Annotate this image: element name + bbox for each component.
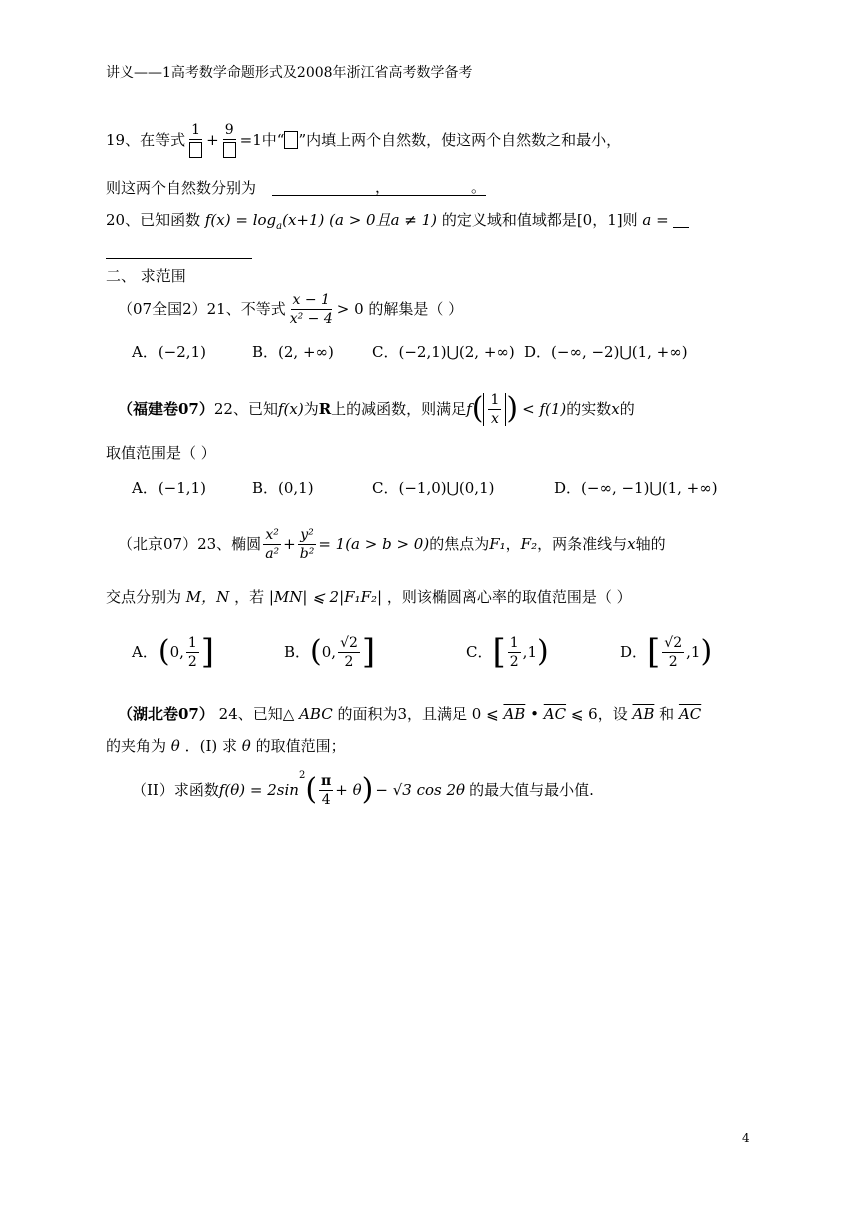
q23-option-a-label: A．: [132, 642, 158, 661]
q24-pi: π: [321, 772, 332, 789]
q22-text-d: 的实数: [566, 399, 612, 418]
q22-abs: [483, 393, 506, 426]
q23-c-frac: [508, 636, 521, 669]
q24-and: 和: [659, 705, 675, 723]
q22-option-a: A．(−1,1): [132, 479, 206, 497]
q23-a2: a²: [265, 545, 280, 562]
q19-answer-blank-1: [272, 180, 390, 196]
q23-d-lbrack: [: [647, 632, 661, 672]
q24-line2a: 的夹角为: [106, 737, 167, 755]
q23-a-rbrack: ]: [200, 632, 215, 672]
q23-frac-y: [298, 528, 317, 561]
q19-fraction-2: [221, 123, 238, 158]
q22-text-e: 的: [619, 399, 635, 418]
q19-answer-blank-2: [390, 180, 486, 196]
q23-y2: y²: [300, 526, 314, 543]
q24-text-a: 24、已知△: [218, 705, 295, 723]
q24-vector-AB: $\overline{AB}$: [503, 705, 526, 723]
q22-option-b: B．(0,1): [252, 479, 314, 497]
q24-rparen: ): [361, 772, 374, 807]
q21-num: x − 1: [292, 291, 330, 308]
q22-text-c: 上的减函数，则满足: [331, 399, 467, 418]
q22-fraction: [488, 393, 501, 426]
q21-fraction: [288, 293, 335, 326]
q22-option-c: C．(−1,0)⋃(0,1): [372, 479, 495, 497]
q24-line2b: ．(I) 求: [184, 737, 238, 755]
q20-sub: a: [276, 221, 283, 232]
q21-rest: > 0 的解集是（ ）: [336, 299, 464, 318]
q19-line2: 则这两个自然数分别为: [106, 179, 257, 197]
q24-source: （湖北卷07）: [118, 705, 214, 723]
q24-lparen: (: [305, 772, 318, 807]
q24-vector-AC: $\overline{AC}$: [543, 705, 567, 723]
q19-blank-box-1: [189, 142, 202, 158]
q21-option-a: A．(−2,1): [132, 343, 206, 361]
q23-c-one: ,1: [522, 642, 537, 661]
q23-plus: +: [283, 534, 296, 553]
question-22-line1: [118, 388, 635, 430]
q23-ineq: |MN| ⩽ 2|F₁F₂|: [268, 588, 383, 606]
q19-frac1-num: 1: [191, 121, 201, 138]
q24-ineq-b: ⩽ 6，设: [570, 705, 628, 723]
q23-b-frac: [338, 636, 360, 669]
q21-option-d: D．(−∞, −2)⋃(1, +∞): [524, 343, 688, 361]
question-21: [118, 289, 463, 329]
q19-blank-box-2: [223, 142, 236, 158]
q23-option-a: [132, 628, 214, 676]
section-2-heading: 二、 求范围: [106, 267, 186, 285]
q21-den: x² − 4: [289, 310, 333, 327]
q23-a-num: 1: [187, 634, 197, 651]
q24-part2a: （II）求函数: [132, 780, 219, 799]
q24-ineq-a: 0 ⩽: [471, 705, 504, 723]
question-24-line1: [118, 707, 701, 722]
q20-text-b: 的定义域和值域都是[0，1]则: [441, 211, 638, 229]
q23-line2a: 交点分别为: [106, 588, 182, 606]
question-24-part2: （II）求函数 f(θ) = 2sin 2 ( $\frac{\pi}{4}$ + θ ) − √3 cos 2θ 的最大值与最小值.: [132, 770, 594, 808]
q23-cond: = 1(a > b > 0): [318, 534, 430, 553]
q24-four: 4: [321, 791, 331, 808]
q23-option-d: [620, 628, 712, 676]
q20-a-eq: a =: [642, 211, 669, 229]
q23-d-frac: [662, 636, 684, 669]
q23-d-one: ,1: [686, 642, 701, 661]
q23-line2b: ，若: [234, 588, 265, 606]
q23-b-rbrack: ]: [361, 632, 376, 672]
q21-option-c: C．(−2,1)⋃(2, +∞): [372, 343, 515, 361]
q23-a-lparen: (: [157, 634, 170, 669]
q24-plus-theta: + θ: [335, 780, 362, 799]
q23-c-lbrack: [: [492, 632, 506, 672]
q21-option-b: B．(2, +∞): [252, 343, 334, 361]
q22-lparen: (: [471, 391, 484, 426]
q23-d-rparen: ): [700, 634, 713, 669]
q22-f1: f(x): [277, 399, 304, 418]
q24-text-b: 的面积为3，且满足: [337, 705, 468, 723]
q19-prefix: 19、在等式: [106, 130, 186, 149]
q23-MN: M，N: [185, 588, 230, 606]
q23-option-c-label: C．: [466, 642, 493, 661]
question-19-line1: [106, 118, 621, 162]
q23-line2c: ，则该椭圆离心率的取值范围是（ ）: [386, 588, 632, 606]
q23-b-zero: 0,: [321, 642, 337, 661]
q23-option-c: [466, 628, 549, 676]
q22-den: x: [490, 410, 499, 427]
q19-frac2-num: 9: [224, 121, 234, 138]
q23-c-den: 2: [509, 653, 519, 670]
page-header: 讲义——1高考数学命题形式及2008年浙江省高考数学备考: [106, 65, 473, 81]
q23-text-c: 轴的: [635, 534, 666, 553]
q22-option-d: D．(−∞, −1)⋃(1, +∞): [554, 479, 718, 497]
q22-lt: < f(1): [522, 399, 567, 418]
q24-vector-AB-2: $\overline{AB}$: [632, 705, 655, 723]
q23-b-lparen: (: [310, 634, 322, 669]
q22-f2: f: [466, 399, 472, 418]
q20-answer-blank: [106, 242, 252, 259]
q24-func: f(θ) = 2sin: [218, 780, 299, 799]
q19-eq: =1: [239, 130, 262, 149]
q19-fraction-1: [187, 123, 204, 158]
q24-theta: θ: [170, 737, 180, 755]
q22-source: （福建卷07）: [118, 399, 214, 418]
q19-mid2: ”内填上两个自然数，使这两个自然数之和最小，: [298, 130, 622, 149]
q23-a-zero: 0,: [169, 642, 184, 661]
q23-source: （北京07）23、椭圆: [118, 534, 262, 553]
q19-box-symbol: [284, 131, 298, 149]
q20-answer-blank-tail: [673, 212, 689, 228]
q24-dot: •: [530, 705, 539, 723]
q23-sep: ，: [505, 534, 521, 553]
q23-b-den: 2: [344, 653, 354, 670]
q22-text-a: 22、已知: [213, 399, 278, 418]
q20-func: f(x) = log: [204, 211, 277, 229]
q23-x2: x²: [265, 526, 279, 543]
q21-source: （07全国2）21、不等式: [118, 299, 286, 318]
q22-text-b: 为: [303, 399, 319, 418]
q24-theta-2: θ: [241, 737, 251, 755]
q23-F2: F₂: [520, 534, 538, 553]
q23-x: x: [627, 534, 636, 553]
question-23-line2: [106, 590, 632, 605]
question-20: [106, 211, 689, 232]
q19-plus: +: [206, 130, 219, 149]
q23-options: [132, 628, 752, 676]
q23-a-frac: [186, 636, 199, 669]
q19-comma: ，: [375, 178, 391, 196]
q24-part2b: 的最大值与最小值.: [469, 780, 594, 799]
q23-c-rparen: ): [536, 634, 549, 669]
q20-text-a: 20、已知函数: [106, 211, 201, 229]
q23-a-den: 2: [187, 653, 197, 670]
q23-F1: F₁: [489, 534, 506, 553]
q22-line2: 取值范围是（ ）: [106, 444, 216, 462]
q19-period: 。: [471, 178, 487, 196]
q23-option-b-label: B．: [284, 642, 311, 661]
q22-xvar: x: [611, 399, 620, 418]
q22-rparen: ): [506, 391, 519, 426]
q23-option-d-label: D．: [620, 642, 648, 661]
q24-vector-AC-2: $\overline{AC}$: [678, 705, 702, 723]
q24-line2c: 的取值范围；: [255, 737, 346, 755]
q23-frac-x: [263, 528, 281, 561]
q24-pi-frac: [319, 774, 333, 807]
q23-d-num: √2: [664, 634, 683, 651]
q23-b-num: √2: [340, 634, 358, 651]
q24-ABC: ABC: [299, 705, 333, 723]
q23-c-num: 1: [509, 634, 519, 651]
q22-R: R: [318, 399, 332, 418]
q23-b2: b²: [299, 545, 315, 562]
q22-num: 1: [490, 391, 500, 408]
question-19-line2: [106, 180, 486, 196]
q23-text-b: ，两条准线与: [537, 534, 628, 553]
q19-mid: 中“: [261, 130, 285, 149]
page-number: 4: [742, 1131, 750, 1145]
question-24-line2: [106, 739, 346, 754]
q24-rest: − √3 cos 2θ: [375, 780, 466, 799]
q20-args: (x+1) (a > 0且a ≠ 1): [282, 211, 438, 229]
q23-d-den: 2: [668, 653, 678, 670]
question-23-line1: [118, 522, 666, 566]
q23-option-b: [284, 628, 375, 676]
q23-text-a: 的焦点为: [429, 534, 490, 553]
